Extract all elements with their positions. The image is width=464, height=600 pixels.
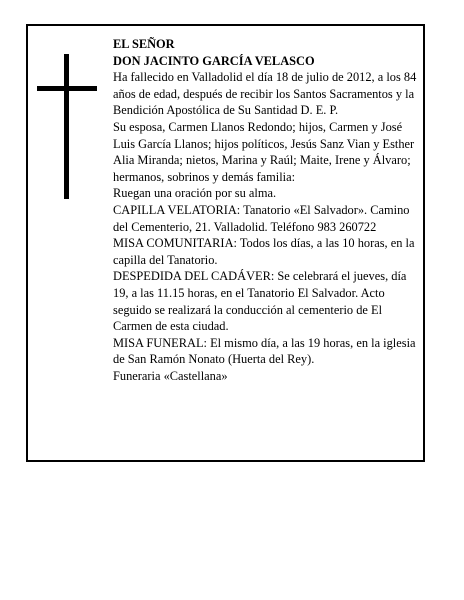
farewell-info: DESPEDIDA DEL CADÁVER: Se celebrará el jueves, día 19, a las 11.15 horas, en el Tanatorio El Salvador. Acto seguido se realizará la conducción al cementerio de El Carmen de esta ciudad. <box>113 269 407 334</box>
community-mass-info: MISA COMUNITARIA: Todos los días, a las 10 horas, en la capilla del Tanatorio. <box>113 236 415 267</box>
prayer-request: Ruegan una oración por su alma. <box>113 186 277 201</box>
wake-chapel-info: CAPILLA VELATORIA: Tanatorio «El Salvador». Camino del Cementerio, 21. Valladolid. Teléfono 983 260722 <box>113 202 410 234</box>
title-honorific: EL SEÑOR <box>113 37 175 51</box>
death-announcement: Ha fallecido en Valladolid el día 18 de julio de 2012, a los 84 años de edad, después de recibir los Santos Sacramentos y la Bendición Apostólica de Su Santidad D. E. P. <box>113 70 417 118</box>
obituary-text <box>113 36 421 384</box>
latin-cross-icon <box>37 54 97 199</box>
family-list: Su esposa, Carmen Llanos Redondo; hijos, Carmen y José Luis García Llanos; hijos políticos, Jesús Sanz Vian y Esther Alia Miranda; nietos, Marina y Raúl; Maite, Irene y Álvaro; hermanos, sobrinos y demás familia: <box>113 119 415 184</box>
cross-horizontal-bar <box>37 86 97 91</box>
funeral-home-name: Funeraria «Castellana» <box>113 368 228 383</box>
deceased-name: DON JACINTO GARCÍA VELASCO <box>113 53 315 68</box>
cross-vertical-bar <box>64 54 69 199</box>
funeral-mass-info: MISA FUNERAL: El mismo día, a las 19 horas, en la iglesia de San Ramón Nonato (Huerta del Rey). <box>113 335 416 367</box>
